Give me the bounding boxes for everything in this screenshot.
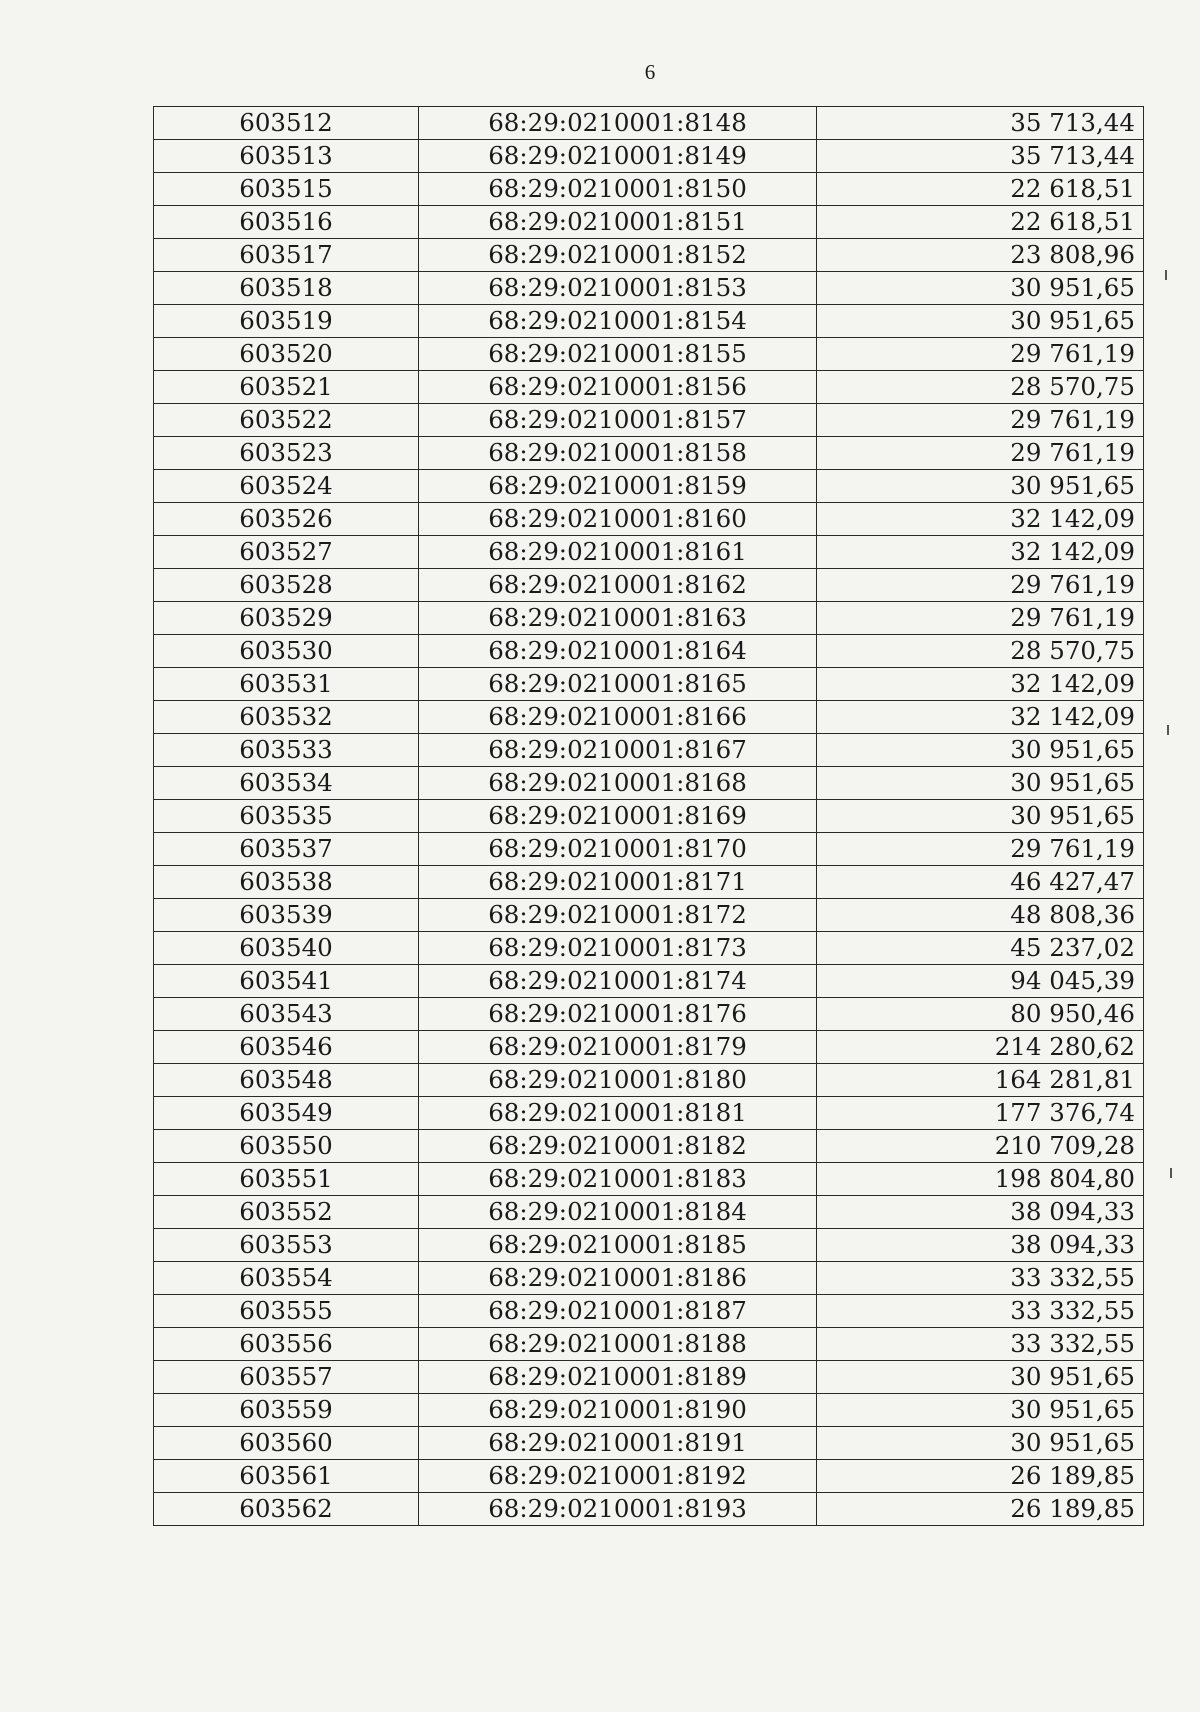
value-cell: 210 709,28 (817, 1130, 1144, 1163)
table-row (154, 1097, 1144, 1130)
value-cell: 23 808,96 (817, 239, 1144, 272)
table-row (154, 404, 1144, 437)
row-number-cell: 603516 (154, 206, 419, 239)
cadastral-number-cell: 68:29:0210001:8184 (419, 1196, 817, 1229)
row-number-cell: 603512 (154, 107, 419, 140)
table-row (154, 107, 1144, 140)
value-cell: 28 570,75 (817, 371, 1144, 404)
row-number-cell: 603559 (154, 1394, 419, 1427)
cadastral-number-cell: 68:29:0210001:8171 (419, 866, 817, 899)
row-number-cell: 603527 (154, 536, 419, 569)
table-row (154, 800, 1144, 833)
row-number-cell: 603519 (154, 305, 419, 338)
row-number-cell: 603557 (154, 1361, 419, 1394)
value-cell: 29 761,19 (817, 338, 1144, 371)
cadastral-number-cell: 68:29:0210001:8170 (419, 833, 817, 866)
value-cell: 46 427,47 (817, 866, 1144, 899)
value-cell: 26 189,85 (817, 1493, 1144, 1526)
cadastral-number-cell: 68:29:0210001:8167 (419, 734, 817, 767)
value-cell: 30 951,65 (817, 305, 1144, 338)
row-number-cell: 603524 (154, 470, 419, 503)
table-row (154, 140, 1144, 173)
row-number-cell: 603517 (154, 239, 419, 272)
row-number-cell: 603541 (154, 965, 419, 998)
row-number-cell: 603533 (154, 734, 419, 767)
value-cell: 32 142,09 (817, 503, 1144, 536)
cadastral-number-cell: 68:29:0210001:8182 (419, 1130, 817, 1163)
value-cell: 214 280,62 (817, 1031, 1144, 1064)
row-number-cell: 603526 (154, 503, 419, 536)
cadastral-number-cell: 68:29:0210001:8179 (419, 1031, 817, 1064)
cadastral-number-cell: 68:29:0210001:8168 (419, 767, 817, 800)
row-number-cell: 603554 (154, 1262, 419, 1295)
value-cell: 33 332,55 (817, 1262, 1144, 1295)
value-cell: 22 618,51 (817, 206, 1144, 239)
value-cell: 33 332,55 (817, 1328, 1144, 1361)
value-cell: 29 761,19 (817, 569, 1144, 602)
cadastral-number-cell: 68:29:0210001:8176 (419, 998, 817, 1031)
row-number-cell: 603530 (154, 635, 419, 668)
table-row (154, 833, 1144, 866)
table-row (154, 239, 1144, 272)
row-number-cell: 603540 (154, 932, 419, 965)
value-cell: 198 804,80 (817, 1163, 1144, 1196)
row-number-cell: 603537 (154, 833, 419, 866)
value-cell: 32 142,09 (817, 536, 1144, 569)
value-cell: 30 951,65 (817, 800, 1144, 833)
value-cell: 30 951,65 (817, 1361, 1144, 1394)
value-cell: 35 713,44 (817, 140, 1144, 173)
value-cell: 29 761,19 (817, 602, 1144, 635)
cadastral-number-cell: 68:29:0210001:8162 (419, 569, 817, 602)
table-row (154, 1130, 1144, 1163)
table-row (154, 1427, 1144, 1460)
cadastral-number-cell: 68:29:0210001:8160 (419, 503, 817, 536)
cadastral-number-cell: 68:29:0210001:8187 (419, 1295, 817, 1328)
table-row (154, 206, 1144, 239)
value-cell: 28 570,75 (817, 635, 1144, 668)
cadastral-number-cell: 68:29:0210001:8152 (419, 239, 817, 272)
row-number-cell: 603561 (154, 1460, 419, 1493)
cadastral-number-cell: 68:29:0210001:8158 (419, 437, 817, 470)
row-number-cell: 603562 (154, 1493, 419, 1526)
cadastral-number-cell: 68:29:0210001:8164 (419, 635, 817, 668)
cadastral-number-cell: 68:29:0210001:8174 (419, 965, 817, 998)
value-cell: 29 761,19 (817, 404, 1144, 437)
value-cell: 30 951,65 (817, 1427, 1144, 1460)
table-row (154, 635, 1144, 668)
table-row (154, 1361, 1144, 1394)
row-number-cell: 603556 (154, 1328, 419, 1361)
value-cell: 30 951,65 (817, 767, 1144, 800)
cadastral-number-cell: 68:29:0210001:8189 (419, 1361, 817, 1394)
cadastral-number-cell: 68:29:0210001:8150 (419, 173, 817, 206)
cadastral-number-cell: 68:29:0210001:8161 (419, 536, 817, 569)
cadastral-number-cell: 68:29:0210001:8159 (419, 470, 817, 503)
table-row (154, 899, 1144, 932)
value-cell: 30 951,65 (817, 470, 1144, 503)
value-cell: 94 045,39 (817, 965, 1144, 998)
table-row (154, 767, 1144, 800)
table-row (154, 1493, 1144, 1526)
cadastral-number-cell: 68:29:0210001:8188 (419, 1328, 817, 1361)
table-row (154, 173, 1144, 206)
cadastral-number-cell: 68:29:0210001:8166 (419, 701, 817, 734)
page-number: 6 (644, 60, 656, 84)
cadastral-number-cell: 68:29:0210001:8151 (419, 206, 817, 239)
registry-table (153, 106, 1144, 1526)
value-cell: 22 618,51 (817, 173, 1144, 206)
row-number-cell: 603548 (154, 1064, 419, 1097)
table-row (154, 602, 1144, 635)
cadastral-number-cell: 68:29:0210001:8154 (419, 305, 817, 338)
value-cell: 177 376,74 (817, 1097, 1144, 1130)
table-row (154, 371, 1144, 404)
cadastral-number-cell: 68:29:0210001:8191 (419, 1427, 817, 1460)
table-row (154, 1196, 1144, 1229)
row-number-cell: 603546 (154, 1031, 419, 1064)
table-row (154, 1295, 1144, 1328)
table-row (154, 668, 1144, 701)
row-number-cell: 603538 (154, 866, 419, 899)
row-number-cell: 603515 (154, 173, 419, 206)
row-number-cell: 603521 (154, 371, 419, 404)
row-number-cell: 603523 (154, 437, 419, 470)
cadastral-number-cell: 68:29:0210001:8180 (419, 1064, 817, 1097)
cadastral-number-cell: 68:29:0210001:8156 (419, 371, 817, 404)
value-cell: 33 332,55 (817, 1295, 1144, 1328)
table-row (154, 1229, 1144, 1262)
table-row (154, 338, 1144, 371)
table-row (154, 932, 1144, 965)
row-number-cell: 603560 (154, 1427, 419, 1460)
table-row (154, 1262, 1144, 1295)
row-number-cell: 603520 (154, 338, 419, 371)
cadastral-number-cell: 68:29:0210001:8165 (419, 668, 817, 701)
table-row (154, 569, 1144, 602)
value-cell: 38 094,33 (817, 1196, 1144, 1229)
table-row (154, 1163, 1144, 1196)
table-row (154, 734, 1144, 767)
value-cell: 35 713,44 (817, 107, 1144, 140)
value-cell: 45 237,02 (817, 932, 1144, 965)
value-cell: 32 142,09 (817, 701, 1144, 734)
value-cell: 30 951,65 (817, 1394, 1144, 1427)
value-cell: 48 808,36 (817, 899, 1144, 932)
row-number-cell: 603529 (154, 602, 419, 635)
table-row (154, 503, 1144, 536)
row-number-cell: 603552 (154, 1196, 419, 1229)
value-cell: 29 761,19 (817, 437, 1144, 470)
table-row (154, 1031, 1144, 1064)
row-number-cell: 603535 (154, 800, 419, 833)
scan-mark (1167, 725, 1169, 735)
row-number-cell: 603550 (154, 1130, 419, 1163)
cadastral-number-cell: 68:29:0210001:8149 (419, 140, 817, 173)
table-row (154, 536, 1144, 569)
cadastral-number-cell: 68:29:0210001:8192 (419, 1460, 817, 1493)
value-cell: 30 951,65 (817, 734, 1144, 767)
value-cell: 26 189,85 (817, 1460, 1144, 1493)
value-cell: 32 142,09 (817, 668, 1144, 701)
row-number-cell: 603543 (154, 998, 419, 1031)
cadastral-number-cell: 68:29:0210001:8148 (419, 107, 817, 140)
cadastral-number-cell: 68:29:0210001:8153 (419, 272, 817, 305)
value-cell: 38 094,33 (817, 1229, 1144, 1262)
row-number-cell: 603522 (154, 404, 419, 437)
cadastral-number-cell: 68:29:0210001:8163 (419, 602, 817, 635)
cadastral-number-cell: 68:29:0210001:8172 (419, 899, 817, 932)
scan-mark (1170, 1168, 1172, 1178)
value-cell: 164 281,81 (817, 1064, 1144, 1097)
table-row (154, 998, 1144, 1031)
table-body (154, 107, 1144, 1526)
table-row (154, 965, 1144, 998)
cadastral-number-cell: 68:29:0210001:8157 (419, 404, 817, 437)
row-number-cell: 603534 (154, 767, 419, 800)
table-row (154, 1328, 1144, 1361)
row-number-cell: 603553 (154, 1229, 419, 1262)
table-row (154, 866, 1144, 899)
cadastral-number-cell: 68:29:0210001:8155 (419, 338, 817, 371)
row-number-cell: 603549 (154, 1097, 419, 1130)
value-cell: 30 951,65 (817, 272, 1144, 305)
cadastral-number-cell: 68:29:0210001:8186 (419, 1262, 817, 1295)
table-row (154, 437, 1144, 470)
table-row (154, 305, 1144, 338)
cadastral-number-cell: 68:29:0210001:8181 (419, 1097, 817, 1130)
cadastral-number-cell: 68:29:0210001:8193 (419, 1493, 817, 1526)
table-row (154, 1460, 1144, 1493)
cadastral-number-cell: 68:29:0210001:8185 (419, 1229, 817, 1262)
value-cell: 29 761,19 (817, 833, 1144, 866)
table-row (154, 1064, 1144, 1097)
table-row (154, 701, 1144, 734)
row-number-cell: 603531 (154, 668, 419, 701)
table-row (154, 1394, 1144, 1427)
row-number-cell: 603528 (154, 569, 419, 602)
row-number-cell: 603555 (154, 1295, 419, 1328)
row-number-cell: 603532 (154, 701, 419, 734)
cadastral-number-cell: 68:29:0210001:8169 (419, 800, 817, 833)
cadastral-number-cell: 68:29:0210001:8183 (419, 1163, 817, 1196)
value-cell: 80 950,46 (817, 998, 1144, 1031)
scan-mark (1165, 270, 1167, 280)
table-row (154, 272, 1144, 305)
row-number-cell: 603518 (154, 272, 419, 305)
table-row (154, 470, 1144, 503)
row-number-cell: 603551 (154, 1163, 419, 1196)
row-number-cell: 603513 (154, 140, 419, 173)
row-number-cell: 603539 (154, 899, 419, 932)
cadastral-number-cell: 68:29:0210001:8173 (419, 932, 817, 965)
cadastral-number-cell: 68:29:0210001:8190 (419, 1394, 817, 1427)
